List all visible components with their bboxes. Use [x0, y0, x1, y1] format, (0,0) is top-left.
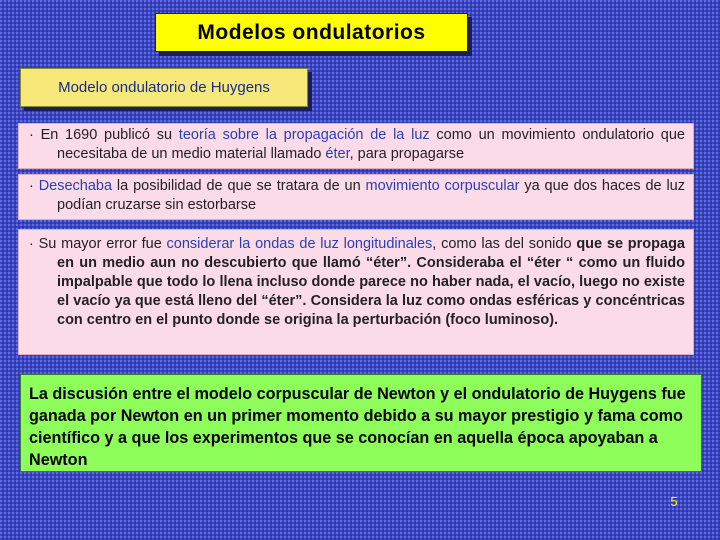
bullet-text-segment: , como las del sonido — [432, 236, 577, 252]
bullet-point-3 — [18, 229, 694, 355]
bullet-point-2 — [18, 174, 694, 220]
bullet-text-segment: como un movimiento ondulatorio que necesitaba de un medio material llamado — [57, 127, 686, 162]
bullet-text-segment: , para propagarse — [349, 146, 465, 162]
bullet-dot: · — [29, 236, 39, 252]
bullet-text-segment: ya que dos haces de luz podían cruzarse sin estorbarse — [57, 178, 685, 213]
bullet-text-segment: movimiento corpuscular — [365, 178, 520, 194]
bullet-dot: · — [29, 178, 39, 194]
bullet-text-segment: Su mayor error fue — [38, 236, 167, 252]
bullet-text-segment: que se propaga en un medio aun no descubierto que llamó “éter”. Consideraba el “éter “ como un fluido impalpable que todo lo llena incluso donde parece no haber nada, el vacío, luego no existe el vacío ya que está lleno del “éter”. Considera la luz como ondas esféricas y concéntricas con centro en el punto donde se origina la perturbación (foco luminoso). — [57, 236, 685, 328]
bullet-text-segment: considerar la ondas de luz longitudinales — [166, 236, 433, 252]
slide-title: Modelos ondulatorios — [155, 13, 468, 52]
section-subtitle: Modelo ondulatorio de Huygens — [20, 68, 308, 107]
bullet-text-segment: teoría sobre la propagación de la luz — [178, 127, 430, 143]
bullet-text-segment: la posibilidad de que se tratara de un — [112, 178, 366, 194]
bullet-text-segment: En 1690 publicó su — [40, 127, 179, 143]
bullet-text-segment: éter — [325, 146, 350, 162]
conclusion-box: La discusión entre el modelo corpuscular de Newton y el ondulatorio de Huygens fue ganada por Newton en un primer momento debido a su mayor prestigio y fama como científico y a que los experimentos que se conocían en aquella época apoyaban a Newton — [20, 374, 702, 472]
page-number: 5 — [670, 494, 678, 509]
bullet-dot: · — [29, 127, 41, 143]
bullet-point-1 — [18, 123, 694, 169]
bullet-text-segment: Desechaba — [38, 178, 113, 194]
